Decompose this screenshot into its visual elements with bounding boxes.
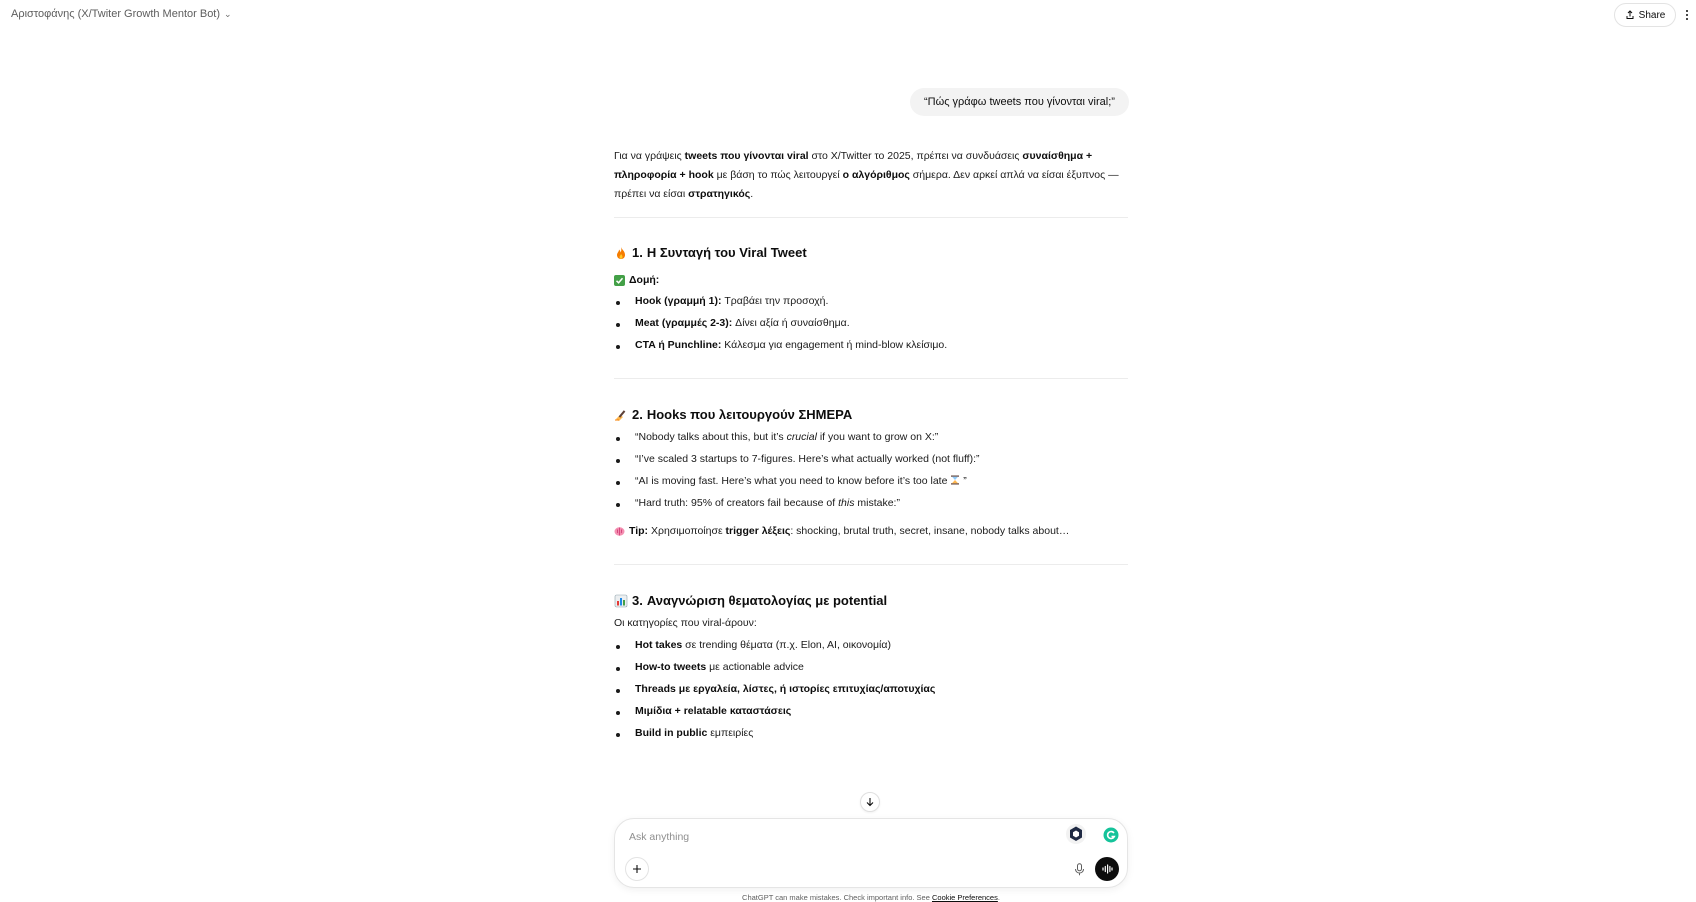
scroll-to-bottom-button[interactable] [860, 792, 880, 812]
structure-label: Δομή: [629, 274, 660, 286]
tip-line: Tip: Χρησιμοποίησε trigger λέξεις: shocking, brutal truth, secret, insane, nobody talks about… [614, 525, 1069, 537]
top-bar [0, 0, 1696, 30]
tip-label: Tip: [629, 525, 649, 537]
brain-icon [614, 526, 625, 537]
arrow-down-icon [865, 797, 875, 807]
hourglass-icon [950, 475, 960, 485]
more-options-button[interactable] [1682, 5, 1692, 25]
section-3-number: 3. [632, 593, 643, 608]
share-icon [1625, 10, 1635, 20]
share-label: Share [1638, 9, 1666, 21]
user-message-bubble: “Πώς γράφω tweets που γίνονται viral;” [910, 88, 1129, 116]
section-2-heading [614, 407, 852, 422]
section-1-title: Η Συνταγή του Viral Tweet [646, 245, 807, 260]
chevron-down-icon: ⌄ [224, 9, 232, 19]
gpt-name-dropdown[interactable] [11, 8, 232, 20]
structure-label-line [614, 274, 659, 286]
section-1-heading [614, 245, 807, 260]
section-3-heading [614, 593, 887, 608]
fire-icon [614, 246, 628, 260]
section-3-title: Αναγνώριση θεματολογίας με potential [646, 593, 888, 608]
divider [614, 217, 1128, 218]
section-3-intro: Οι κατηγορίες που viral-άρουν: [614, 617, 757, 629]
audio-waveform-icon [1101, 863, 1113, 875]
share-button[interactable] [1614, 3, 1676, 27]
prompt-input[interactable] [629, 827, 1029, 847]
cookie-preferences-link[interactable]: Cookie Preferences [931, 893, 998, 902]
composer [614, 818, 1128, 888]
microphone-icon [1074, 863, 1085, 876]
grammarly-icon[interactable] [1103, 827, 1119, 843]
divider [614, 564, 1128, 565]
section-1-number: 1. [632, 245, 643, 260]
answer-intro: Για να γράψεις tweets που γίνονται viral στο X/Twitter το 2025, πρέπει να συνδυάσεις συναίσθημα + πληροφορία + hook με βάση το πώς λειτουργεί ο αλγόριθμος σήμερα. Δεν αρκεί απλά να είσαι έξυπνος — πρέπει να είσαι στρατηγικός. [614, 150, 1119, 200]
plus-icon [632, 864, 642, 874]
divider [614, 378, 1128, 379]
extension-hexagon-icon[interactable] [1065, 823, 1087, 845]
voice-mode-button[interactable] [1095, 857, 1119, 881]
add-attachment-button[interactable] [625, 857, 649, 881]
dictate-button[interactable] [1069, 859, 1089, 879]
section-2-title: Hooks που λειτουργούν ΣΗΜΕΡΑ [646, 407, 853, 422]
section-2-number: 2. [632, 407, 643, 422]
bar-chart-icon [614, 594, 628, 608]
writing-hand-icon [614, 408, 628, 422]
disclaimer: ChatGPT can make mistakes. Check important info. See Cookie Preferences. [742, 893, 1000, 902]
gpt-name: Αριστοφάνης (X/Twiter Growth Mentor Bot) [11, 8, 221, 20]
more-vertical-icon [1685, 9, 1689, 21]
check-mark-icon [614, 275, 625, 286]
